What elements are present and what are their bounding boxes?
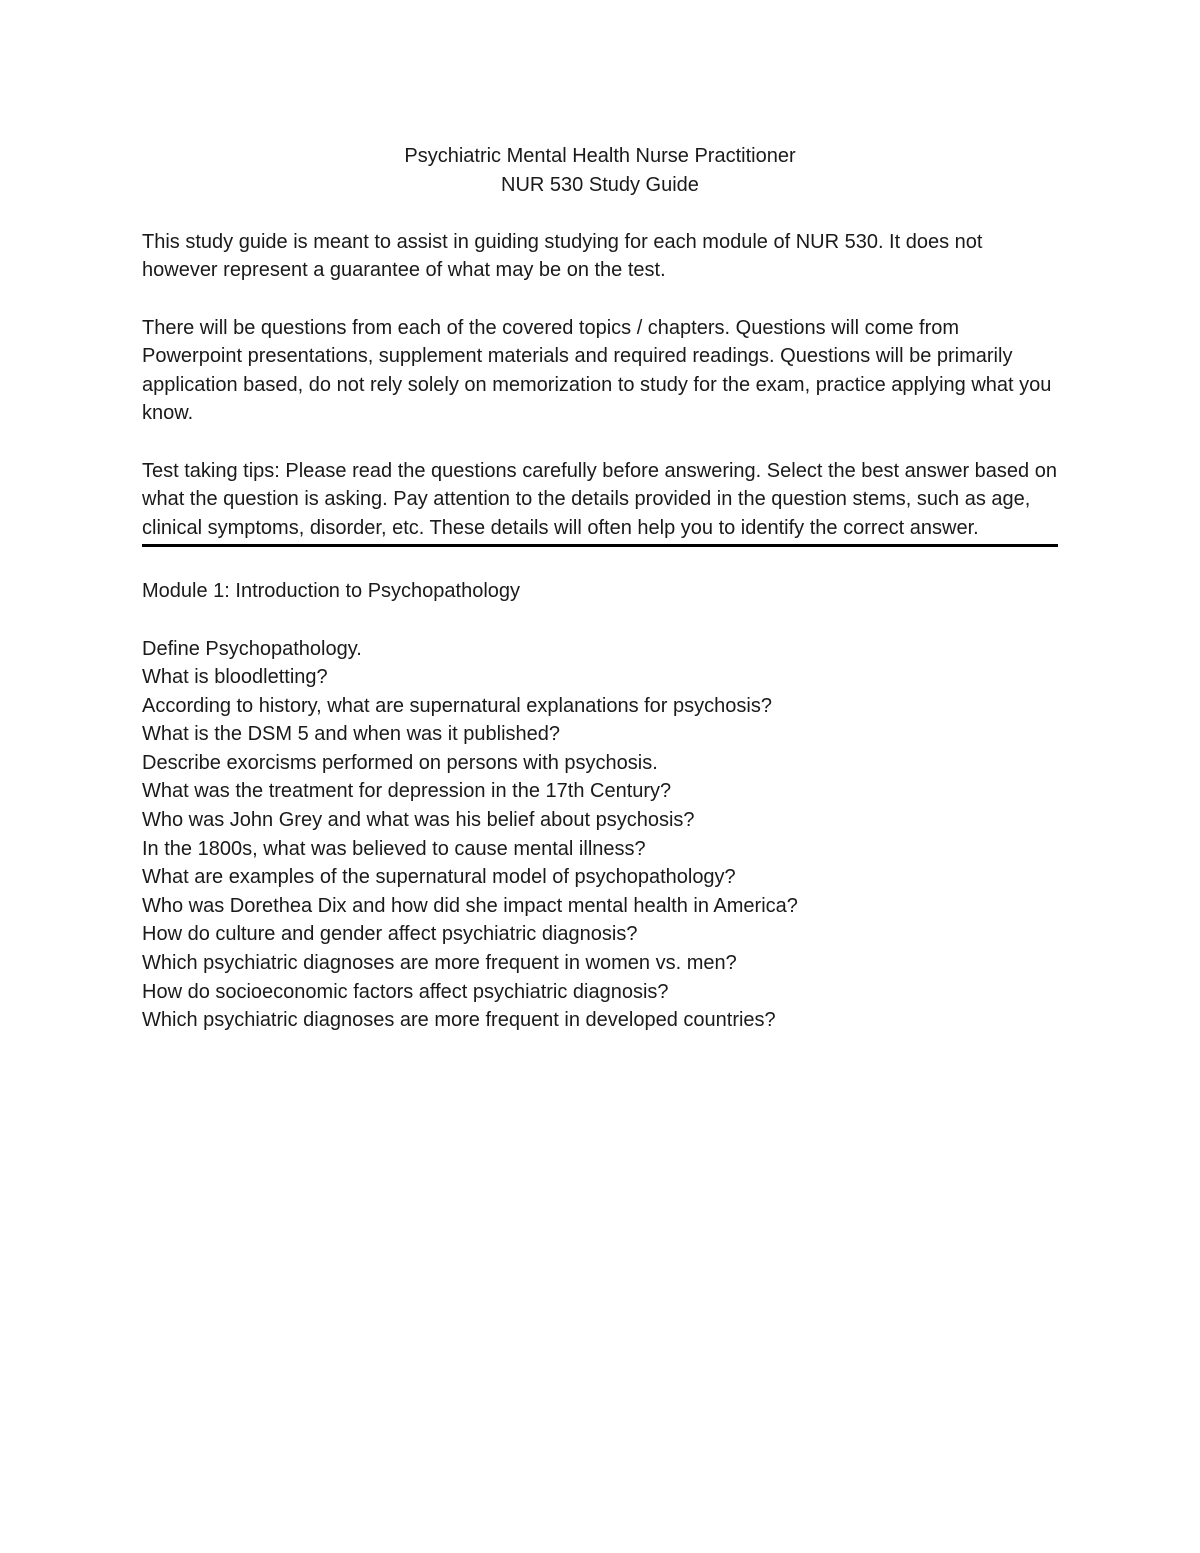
horizontal-divider — [142, 544, 1058, 547]
list-item: Which psychiatric diagnoses are more frequent in developed countries? — [142, 1009, 776, 1032]
module-1-question-list — [142, 635, 1058, 1035]
title-block — [142, 142, 1058, 199]
list-item: Describe exorcisms performed on persons with psychosis. — [142, 751, 658, 774]
list-item: What are examples of the supernatural model of psychopathology? — [142, 866, 736, 889]
list-item: Who was Dorethea Dix and how did she impact mental health in America? — [142, 894, 798, 917]
document-subtitle: NUR 530 Study Guide — [501, 173, 699, 196]
list-item: Which psychiatric diagnoses are more frequent in women vs. men? — [142, 952, 737, 975]
document-title: Psychiatric Mental Health Nurse Practitioner — [404, 145, 796, 167]
spacer — [142, 606, 1058, 635]
spacer — [142, 428, 1058, 457]
list-item: What is bloodletting? — [142, 666, 328, 689]
intro-questions-paragraph: There will be questions from each of the covered topics / chapters. Questions will come from Powerpoint presentations, supplement materials and required readings. Questions will be primarily application based, do not rely solely on memorization to study for the exam, practice applying what you know. — [142, 316, 1052, 425]
list-item: Who was John Grey and what was his belief about psychosis? — [142, 809, 695, 832]
list-item: How do culture and gender affect psychiatric diagnosis? — [142, 923, 638, 946]
list-item: Define Psychopathology. — [142, 637, 362, 660]
intro-purpose-paragraph: This study guide is meant to assist in guiding studying for each module of NUR 530. It does not however represent a guarantee of what may be on the test. — [142, 230, 983, 282]
test-tips-paragraph: Test taking tips: Please read the questions carefully before answering. Select the best answer based on what the question is asking. Pay attention to the details provided in the question stems, such as age, clinical symptoms, disorder, etc. These details will often help you to identify the correct answer. — [142, 459, 1057, 539]
list-item: What was the treatment for depression in the 17th Century? — [142, 780, 672, 803]
list-item: How do socioeconomic factors affect psychiatric diagnosis? — [142, 980, 669, 1003]
spacer — [142, 199, 1058, 228]
list-item: According to history, what are supernatural explanations for psychosis? — [142, 694, 772, 717]
document-body — [142, 142, 1058, 1035]
module-1-heading: Module 1: Introduction to Psychopathology — [142, 580, 521, 603]
list-item: In the 1800s, what was believed to cause mental illness? — [142, 837, 646, 860]
list-item: What is the DSM 5 and when was it published? — [142, 723, 560, 746]
spacer — [142, 285, 1058, 314]
